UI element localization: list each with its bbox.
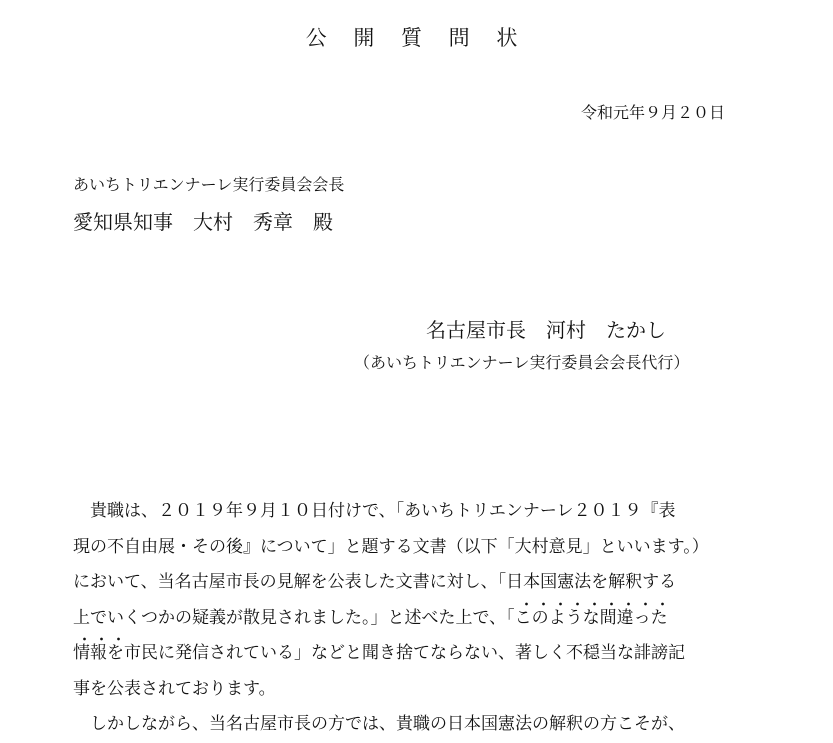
- body-line-6: 事を公表されております。: [73, 678, 276, 699]
- document-date: 令和元年９月２０日: [580, 103, 725, 122]
- body-line-7: しかしながら、当名古屋市長の方では、貴職の日本国憲法の解釈の方こそが、: [73, 714, 685, 734]
- recipient-organization: あいちトリエンナーレ実行委員会会長: [73, 175, 345, 194]
- recipient-name: 愛知県知事 大村 秀章 殿: [73, 210, 333, 234]
- document-body: [73, 494, 763, 743]
- emphasized-phrase-part-2: 情報を: [73, 643, 124, 663]
- body-line-5: [73, 636, 763, 672]
- body-line-4: [73, 601, 763, 637]
- sender-name: 名古屋市長 河村 たかし: [426, 318, 666, 342]
- body-line-3: において、当名古屋市長の見解を公表した文書に対し、「日本国憲法を解釈する: [73, 572, 677, 592]
- body-line-1: 貴職は、２０１９年９月１０日付けで、「あいちトリエンナーレ２０１９『表: [73, 501, 676, 521]
- body-line-2: 現の不自由展・その後』について」と題する文書（以下「大村意見」といいます。）: [73, 536, 709, 557]
- emphasized-phrase-part-1: このような間違った: [514, 607, 668, 628]
- sender-role: （あいちトリエンナーレ実行委員会会長代行）: [354, 353, 690, 372]
- body-line-4-text: 上でいくつかの疑義が散見されました。」と述べた上で、「: [73, 607, 515, 628]
- document-title: 公 開 質 問 状: [305, 26, 528, 50]
- body-line-5-text: 市民に発信されている」などと聞き捨てならない、著しく不穏当な誹謗記: [124, 643, 685, 663]
